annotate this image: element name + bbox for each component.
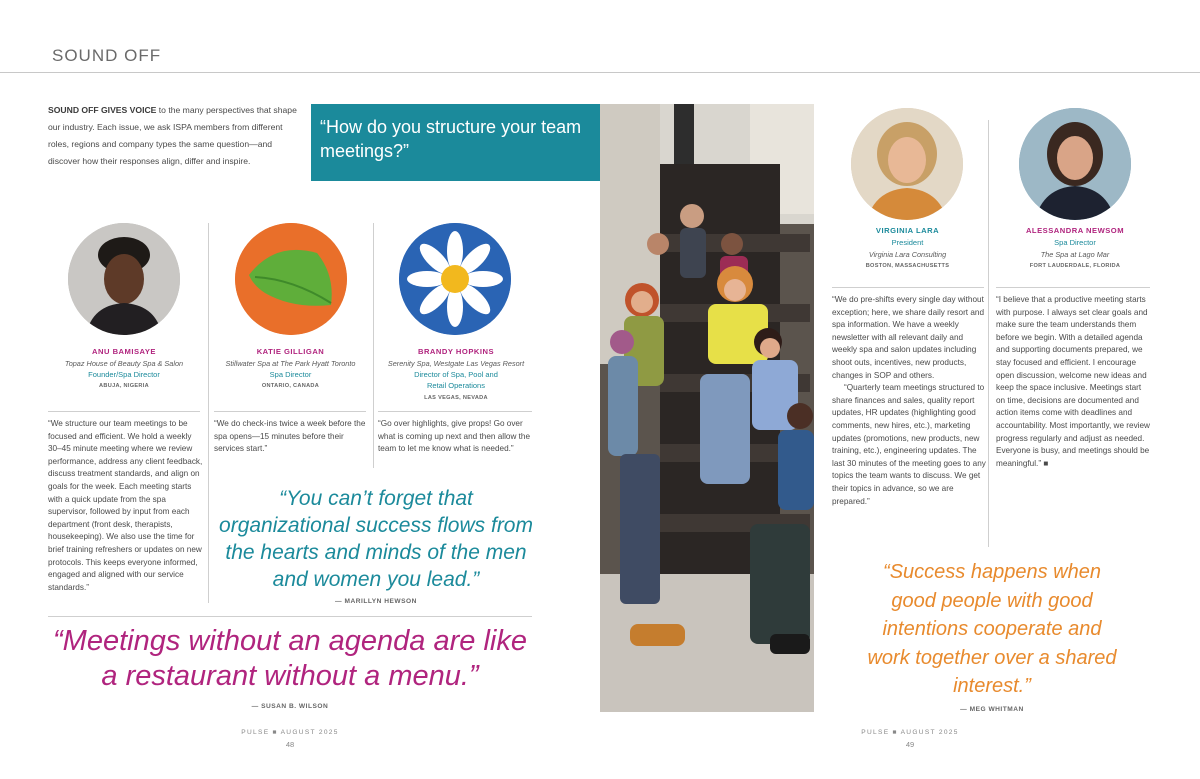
profile-quote: “We structure our team meetings to be focused and efficient. We hold a weekly 30–45 minute meeting where we review performance, address any client feedback, discuss treatment standards, and align on goals for the week. Each meeting starts with a quick update from the spa supervisor, followed by input from each department (front desk, therapists, housekeeping). We also use the time for brief training refreshers or updates on new protocols. This keeps everyone informed, engaged and aligned with our service standards.” [48, 419, 203, 592]
pullquote-attribution: — MEG WHITMAN [960, 706, 1024, 713]
profile-location: BOSTON, MASSACHUSETTS [865, 263, 950, 269]
pullquote-wilson: “Meetings without an agenda are like a restaurant without a menu.” [53, 625, 527, 692]
profile-location: ABUJA, NIGERIA [99, 383, 149, 389]
intro-lead: SOUND OFF GIVES VOICE [48, 105, 157, 115]
avatar-alessandra-newsom [1019, 108, 1131, 220]
folio-left: PULSE ■ AUGUST 2025 [241, 729, 339, 736]
profile-quote: “I believe that a productive meeting starts with purpose. I always set clear goals and make sure the team understands them before we begin. With a detailed agenda and supporting documents prepared, we stay focused and efficient. I encourage open discussion, welcome new ideas and keep the space inclusive. Meetings start on time, decisions are documented and action items come with deadlines and accountability. Most importantly, we review progress regularly and adjust as needed. Everyone is busy, and meetings should be meaningful.” ■ [996, 295, 1150, 468]
profile-role-line1: Director of Spa, Pool and [414, 370, 498, 379]
profile-quote: “We do check-ins twice a week before the spa opens—15 minutes before their services start.” [214, 419, 366, 454]
intro-text: to the many perspectives that shape our industry. Each issue, we ask ISPA members from different roles, regions and company types the same question—and discover how their responses align, differ and inspire. [48, 105, 297, 166]
avatar-brandy-hopkins [399, 223, 511, 335]
column-divider [373, 223, 374, 468]
profile-name: KATIE GILLIGAN [256, 347, 325, 356]
profile-role-line2: Retail Operations [427, 381, 485, 390]
column-divider [988, 120, 989, 547]
avatar-katie-gilligan [235, 223, 347, 335]
portrait-illustration [1019, 108, 1131, 220]
profile-name: ALESSANDRA NEWSOM [1025, 226, 1125, 235]
section-title: SOUND OFF [52, 46, 162, 65]
portrait-illustration [851, 108, 963, 220]
pullquote-attribution: — SUSAN B. WILSON [251, 703, 329, 710]
profile-role: President [891, 238, 924, 247]
profile-name: ANU BAMISAYE [92, 347, 156, 356]
profile-org: Topaz House of Beauty Spa & Salon [64, 359, 184, 368]
profile-rule [996, 287, 1150, 288]
folio-right: PULSE ■ AUGUST 2025 [861, 729, 959, 736]
portrait-illustration [68, 223, 180, 335]
profile-role: Founder/Spa Director [88, 370, 160, 379]
profile-quote: “Go over highlights, give props! Go over what is coming up next and then allow the team to let me know what is needed.” [378, 419, 531, 454]
profile-rule [48, 411, 200, 412]
profile-rule [214, 411, 366, 412]
profile-org: The Spa at Lago Mar [1040, 250, 1110, 259]
pullquote-attribution: — MARILLYN HEWSON [335, 598, 417, 605]
profile-role: Spa Director [1054, 238, 1096, 247]
profile-org: Serenity Spa, Westgate Las Vegas Resort [387, 359, 525, 368]
profile-location: LAS VEGAS, NEVADA [424, 395, 488, 401]
profile-role: Spa Director [269, 370, 312, 379]
profile-location: ONTARIO, CANADA [261, 383, 320, 389]
daisy-icon [399, 223, 511, 335]
column-divider [208, 223, 209, 603]
profile-org: Virginia Lara Consulting [868, 250, 947, 259]
page-number-left: 48 [285, 740, 295, 749]
profile-quote-p1: “We do pre-shifts every single day without exception; here, we share daily resort and spa information. We have a weekly newsletter with all relevant daily and weekly spa and salon updates including shoot outs, incentives, new products, changes in SOP and others. [832, 295, 985, 380]
profile-quote-p2: “Quarterly team meetings structured to share finances and sales, quality report updates, HR updates (highlighting good comments, new hires, etc.), marketing updates (promotions, new products, new training, etc.), engineering updates. The last 30 minutes of the meeting goes to any topics the team wants to discuss. We get their topics in advance, so we are prepared.” [832, 383, 986, 506]
profile-org: Stillwater Spa at The Park Hyatt Toronto [225, 359, 356, 368]
page-number-right: 49 [905, 740, 915, 749]
intro-paragraph [48, 102, 304, 170]
question-text: “How do you structure your team meetings?” [320, 117, 582, 161]
leaf-icon [235, 223, 347, 335]
avatar-virginia-lara [851, 108, 963, 220]
header-rule [0, 72, 1200, 73]
profile-rule [832, 287, 984, 288]
profile-name: VIRGINIA LARA [875, 226, 940, 235]
profile-rule [378, 411, 532, 412]
profile-quote [832, 294, 987, 508]
team-photo-illustration [600, 104, 814, 712]
profile-name: BRANDY HOPKINS [417, 347, 495, 356]
avatar-anu-bamisaye [68, 223, 180, 335]
pullquote-hewson: “You can’t forget that organizational success flows from the hearts and minds of the men and women you lead.” [219, 487, 533, 591]
pullquote-rule [48, 616, 532, 617]
question-box [311, 104, 600, 181]
profile-location: FORT LAUDERDALE, FLORIDA [1029, 263, 1121, 269]
pullquote-whitman: “Success happens when good people with good intentions cooperate and work together over a shared interest.” [867, 561, 1117, 697]
team-photo [600, 104, 814, 712]
